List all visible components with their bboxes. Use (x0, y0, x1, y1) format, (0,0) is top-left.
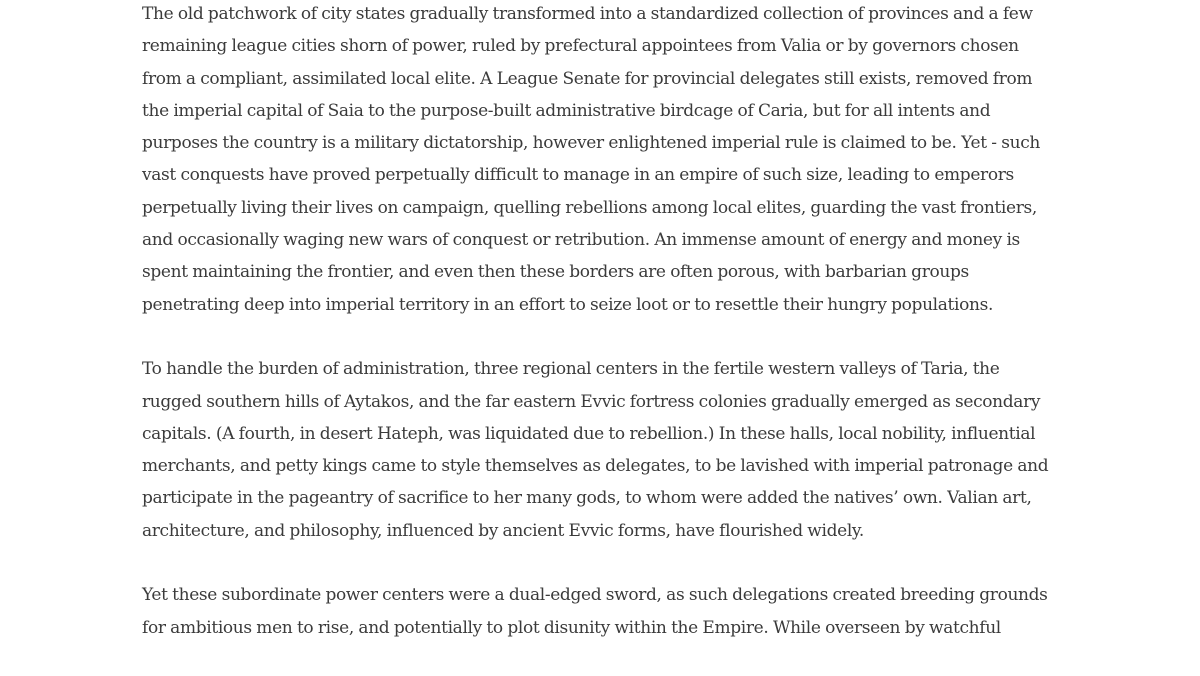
text-line: To handle the burden of administration, three regional centers in the fertile western valleys of Taria, the (142, 359, 1000, 380)
text-line: merchants, and petty kings came to style themselves as delegates, to be lavished with imperial patronage and (142, 456, 1049, 477)
text-line: and occasionally waging new wars of conquest or retribution. An immense amount of energy and money is (142, 230, 1020, 251)
text-line: purposes the country is a military dictatorship, however enlightened imperial rule is claimed to be. Yet - such (142, 133, 1040, 154)
text-line: the imperial capital of Saia to the purpose-built administrative birdcage of Caria, but for all intents and (142, 100, 991, 121)
paragraph-power-centers (142, 579, 1062, 644)
text-line: vast conquests have proved perpetually difficult to manage in an empire of such size, leading to emperors (142, 165, 1014, 186)
paragraph-administration (142, 0, 1062, 321)
text-line: Yet these subordinate power centers were a dual-edged sword, as such delegations created breeding grounds (142, 585, 1048, 606)
text-line: penetrating deep into imperial territory in an effort to seize loot or to resettle their hungry populations. (142, 294, 994, 315)
text-line: from a compliant, assimilated local elite. A League Senate for provincial delegates still exists, removed from (142, 68, 1033, 89)
text-line: rugged southern hills of Aytakos, and the far eastern Evvic fortress colonies gradually emerged as secondary (142, 391, 1041, 412)
paragraph-regional-centers (142, 353, 1062, 547)
text-line: remaining league cities shorn of power, ruled by prefectural appointees from Valia or by governors chosen (142, 36, 1019, 57)
article-body (142, 0, 1062, 676)
text-line: The old patchwork of city states gradually transformed into a standardized collection of provinces and a few (142, 4, 1033, 24)
text-line: capitals. (A fourth, in desert Hateph, was liquidated due to rebellion.) In these halls, local nobility, influential (142, 423, 1036, 444)
text-line: for ambitious men to rise, and potentially to plot disunity within the Empire. While overseen by watchful (142, 617, 1001, 638)
text-line: architecture, and philosophy, influenced by ancient Evvic forms, have flourished widely. (142, 520, 864, 541)
text-line: perpetually living their lives on campaign, quelling rebellions among local elites, guarding the vast frontiers, (142, 197, 1037, 218)
text-line: participate in the pageantry of sacrifice to her many gods, to whom were added the natives’ own. Valian art, (142, 488, 1032, 509)
text-line: spent maintaining the frontier, and even then these borders are often porous, with barbarian groups (142, 262, 969, 283)
